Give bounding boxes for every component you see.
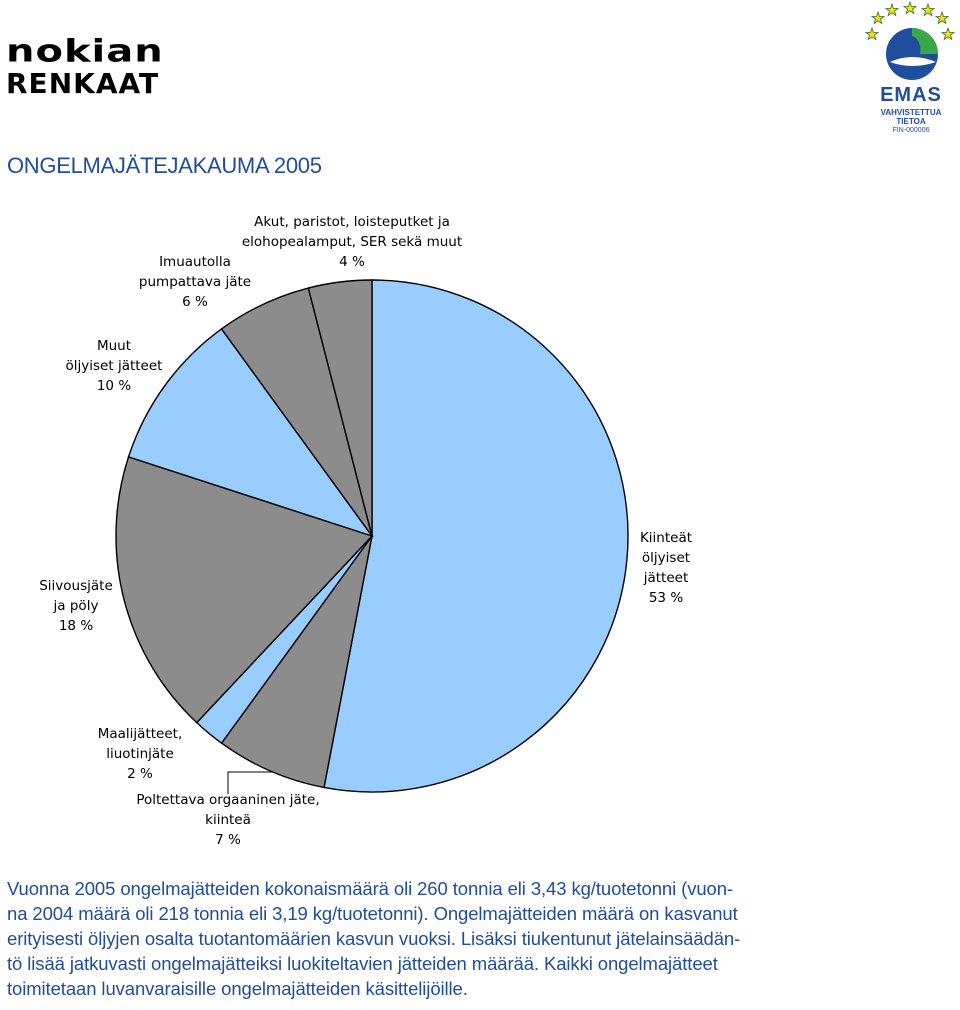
paragraph-line: erityisesti öljyjen osalta tuotantomäärien kasvun vuoksi. Lisäksi tiukentunut jätelainsäädän- (7, 928, 741, 949)
logo-line-1: nokian (6, 33, 164, 70)
logo-line-2: RENKAAT (6, 67, 160, 100)
paragraph-line: toimitetaan luvanvaraisille ongelmajätteiden käsittelijöille. (7, 978, 468, 999)
slice-label: Imuautolla pumpattava jäte 6 % (138, 254, 252, 310)
paragraph-line: na 2004 määrä oli 218 tonnia eli 3,19 kg/tuotetonni). Ongelmajätteiden määrä on kasvanut (7, 903, 738, 924)
page-title: ONGELMAJÄTEJAKAUMA 2005 (7, 153, 322, 178)
slice-label: Muut öljyiset jätteet 10 % (65, 338, 163, 394)
pie-slices (116, 280, 628, 792)
leader-line (228, 772, 272, 794)
pie-chart (0, 200, 960, 860)
emas-sub-1: VAHVISTETTUA (880, 108, 942, 117)
leader-lines (228, 772, 272, 794)
slice-label: Kiinteät öljyiset jätteet 53 % (639, 530, 693, 606)
emas-flag-icon (862, 0, 960, 84)
nokian-renkaat-logo (6, 33, 216, 100)
slice-label: Akut, paristot, loisteputket ja elohopealamput, SER sekä muut 4 % (241, 214, 463, 270)
emas-badge (862, 0, 960, 140)
emas-word: EMAS (880, 84, 942, 106)
emas-sub-2: TIETOA (896, 117, 926, 126)
paragraph-line: Vuonna 2005 ongelmajätteiden kokonaismäärä oli 260 tonnia eli 3,43 kg/tuotetonni (vuon- (7, 878, 733, 899)
paragraph-line: tö lisää jatkuvasti ongelmajätteiksi luokiteltavien jätteiden määrää. Kaikki ongelmajätteet (7, 953, 718, 974)
emas-registration: FIN-000006 (892, 127, 930, 134)
slice-label: Poltettava orgaaninen jäte, kiinteä 7 % (136, 792, 320, 848)
slice-label: Maalijätteet, liuotinjäte 2 % (97, 726, 183, 782)
description-paragraph (7, 876, 957, 1001)
slice-label: Siivousjäte ja pöly 18 % (39, 578, 113, 634)
